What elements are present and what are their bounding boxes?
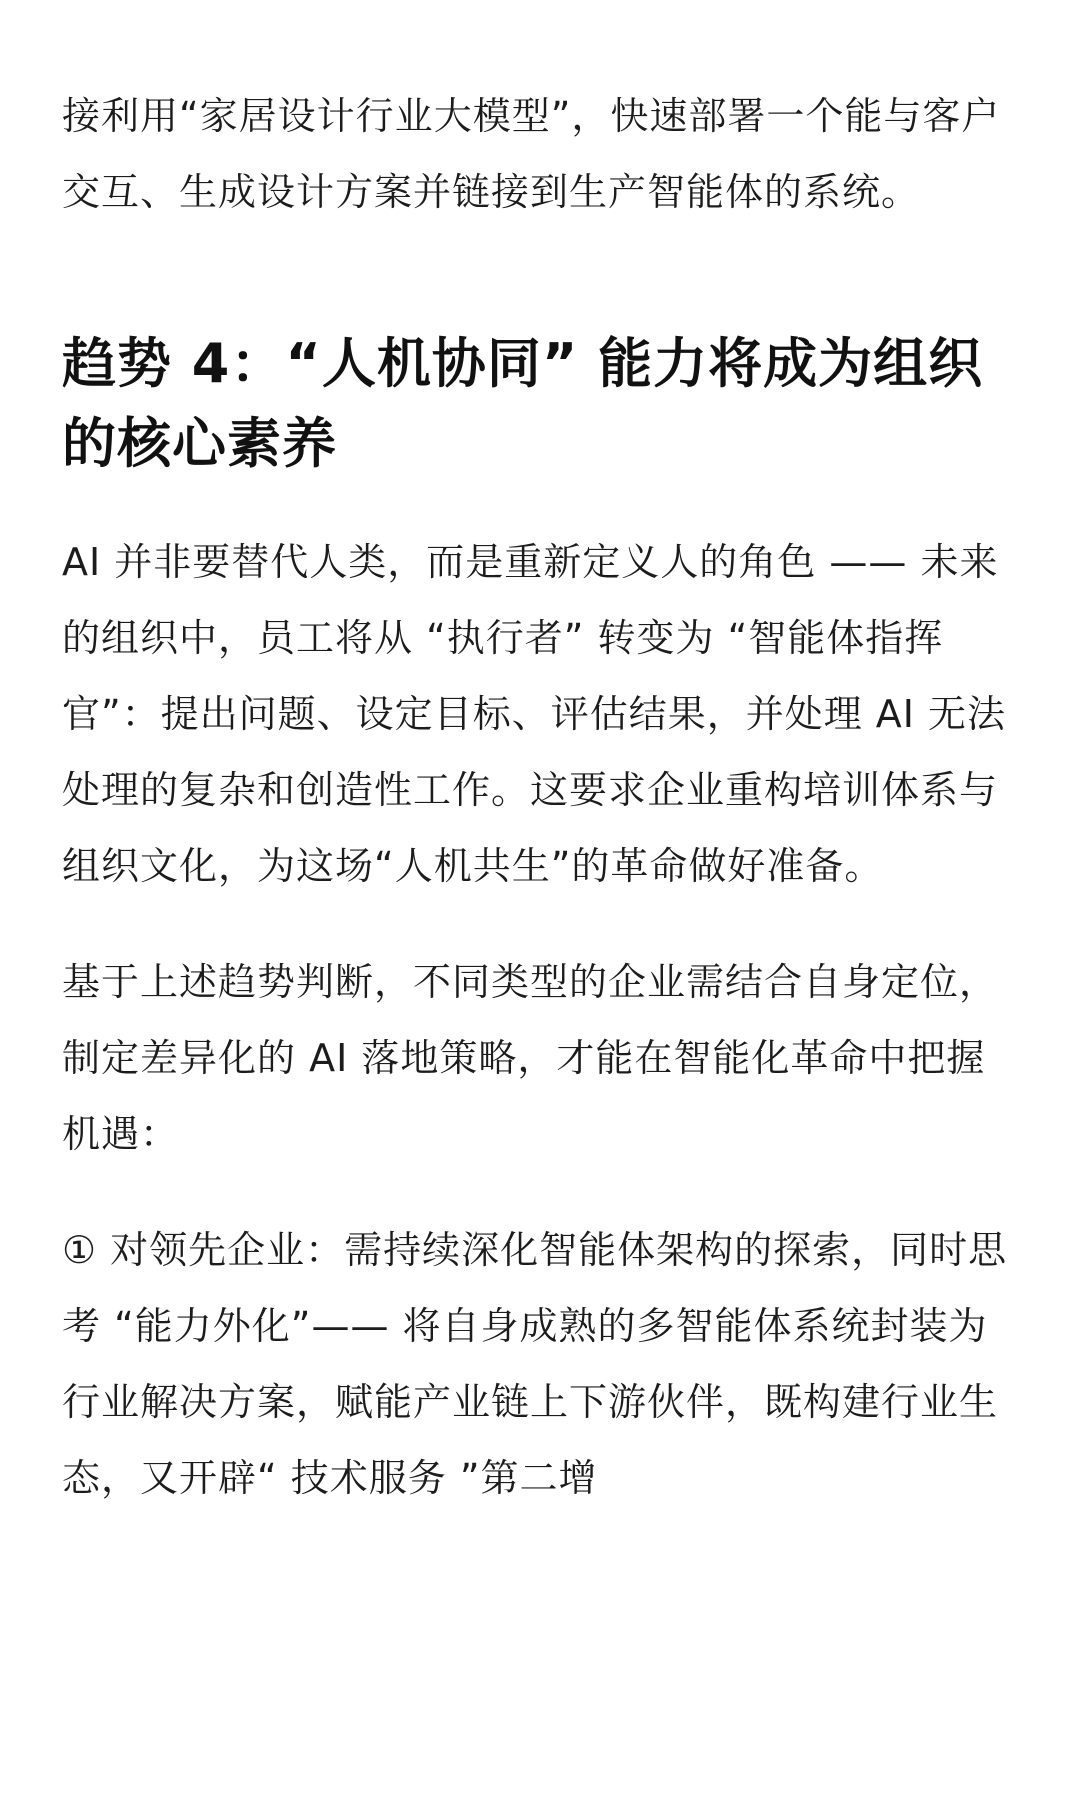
paragraph-strategy-intro: 基于上述趋势判断，不同类型的企业需结合自身定位，制定差异化的 AI 落地策略，才能在智能化革命中把握机遇：: [62, 960, 999, 1156]
article-body: [62, 0, 1022, 1516]
heading-trend-4: 趋势 4：“人机协同” 能力将成为组织的核心素养: [62, 332, 984, 475]
paragraph-leading-firms: ① 对领先企业：需持续深化智能体架构的探索，同时思考 “能力外化”—— 将自身成熟的多智能体系统封装为行业解决方案，赋能产业链上下游伙伴，既构建行业生态，又开辟“ 技术服务 ”第二增: [62, 1228, 1008, 1500]
paragraph-intro-tail: 接利用“家居设计行业大模型”，快速部署一个能与客户交互、生成设计方案并链接到生产智能体的系统。: [62, 94, 1001, 214]
paragraph-trend-4: AI 并非要替代人类，而是重新定义人的角色 —— 未来的组织中，员工将从 “执行者” 转变为 “智能体指挥官”：提出问题、设定目标、评估结果，并处理 AI 无法处理的复杂和创造性工作。这要求企业重构培训体系与组织文化，为这场“人机共生”的革命做好准备。: [62, 540, 1007, 888]
